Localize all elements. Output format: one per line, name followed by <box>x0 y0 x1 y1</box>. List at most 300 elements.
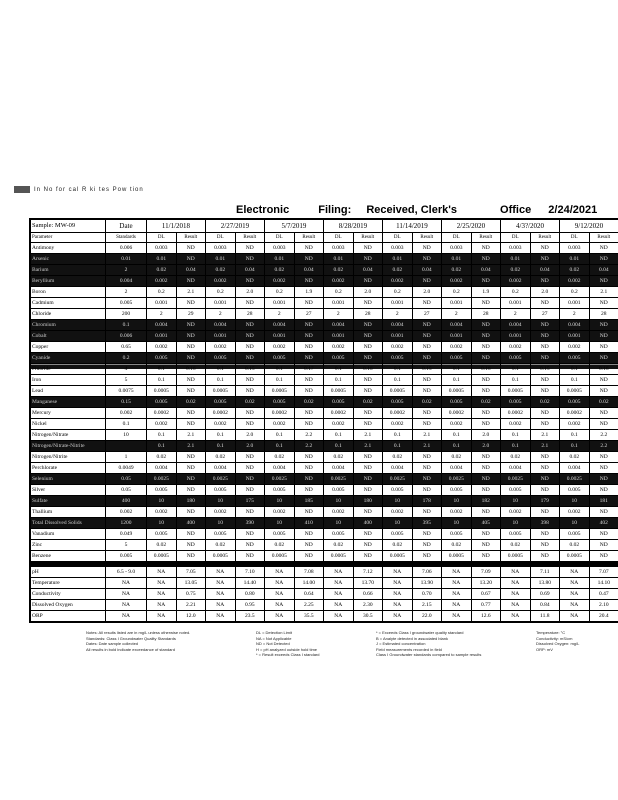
result-value: 2.1 <box>412 430 442 441</box>
dl-value: NA <box>560 567 590 578</box>
dl-value: NA <box>324 611 354 622</box>
note-line: J = Estimated concentration <box>376 641 426 646</box>
result-value: ND <box>530 353 560 364</box>
dl-value: NA <box>206 600 236 611</box>
dl-value: 0.002 <box>501 276 531 287</box>
parameter-name: pH <box>31 567 106 578</box>
result-value: ND <box>412 529 442 540</box>
dl-value: 10 <box>324 496 354 507</box>
result-value: ND <box>412 254 442 265</box>
result-value: 7.06 <box>412 567 442 578</box>
table-row <box>31 589 618 600</box>
dl-value: 0.005 <box>501 353 531 364</box>
result-value: ND <box>294 386 324 397</box>
dl-value: NA <box>206 589 236 600</box>
result-value: ND <box>353 320 383 331</box>
dl-value: 0.02 <box>383 265 413 276</box>
dl-value: 0.02 <box>383 452 413 463</box>
dl-value: 0.001 <box>560 331 590 342</box>
result-value: ND <box>353 419 383 430</box>
dl-value: 0.02 <box>560 265 590 276</box>
dl-value: NA <box>560 578 590 589</box>
dl-value: NA <box>265 589 295 600</box>
result-value: ND <box>235 419 265 430</box>
dl-value: NA <box>560 611 590 622</box>
parameter-name: Copper <box>31 342 106 353</box>
date-header: 5/7/2019 <box>265 220 324 233</box>
note-line: DL = Detection Limit <box>256 630 292 635</box>
result-value: ND <box>412 353 442 364</box>
dl-value: 0.005 <box>501 529 531 540</box>
result-value: ND <box>589 298 618 309</box>
result-value: ND <box>589 474 618 485</box>
dl-value: 0.001 <box>560 298 590 309</box>
result-value: ND <box>176 276 206 287</box>
standard-value: 0.05 <box>106 474 147 485</box>
dl-value: 10 <box>383 518 413 529</box>
result-value: ND <box>412 331 442 342</box>
result-value: ND <box>589 375 618 386</box>
note-line: H = pH analyzed outside hold time <box>256 646 318 652</box>
sample-label: Sample: MW-09 <box>31 220 106 233</box>
result-value: 28 <box>471 309 501 320</box>
result-value: ND <box>412 463 442 474</box>
parameter-name: Beryllium <box>31 276 106 287</box>
dl-value: 0.002 <box>147 507 177 518</box>
dl-value: NA <box>442 567 472 578</box>
notes-column <box>86 630 190 652</box>
result-value: ND <box>530 540 560 551</box>
note-line: Conductivity: mS/cm <box>536 635 573 641</box>
parameter-name: Antimony <box>31 243 106 254</box>
result-value: ND <box>530 452 560 463</box>
note-line: Dates: Date sample collected <box>86 641 139 646</box>
dl-value: 0.0005 <box>147 386 177 397</box>
dl-value: NA <box>442 589 472 600</box>
result-value: ND <box>530 474 560 485</box>
result-header: Result <box>294 233 324 243</box>
result-value: 2.1 <box>353 430 383 441</box>
stamp-date: 2/24/2021 <box>548 204 598 216</box>
result-value: ND <box>235 375 265 386</box>
result-header: Result <box>412 233 442 243</box>
parameter-name: Barium <box>31 265 106 276</box>
dl-value: 0.1 <box>206 375 236 386</box>
note-line: Temperature: °C <box>536 630 566 635</box>
dl-value: 0.0025 <box>560 474 590 485</box>
result-value: 0.67 <box>471 589 501 600</box>
result-value: ND <box>589 452 618 463</box>
dl-value: 0.02 <box>442 452 472 463</box>
notes-column <box>256 630 319 658</box>
result-value: ND <box>471 386 501 397</box>
result-value: ND <box>294 353 324 364</box>
result-value: ND <box>471 507 501 518</box>
result-value: 7.12 <box>353 567 383 578</box>
dl-value: 0.1 <box>324 364 354 375</box>
result-value: ND <box>235 474 265 485</box>
result-value: ND <box>589 353 618 364</box>
dl-value: 0.1 <box>265 364 295 375</box>
result-value: 2.1 <box>530 430 560 441</box>
dl-value: 0.002 <box>560 342 590 353</box>
table-row <box>31 529 618 540</box>
standard-value: NA <box>106 578 147 589</box>
result-value: ND <box>589 243 618 254</box>
result-value: 0.77 <box>471 600 501 611</box>
dl-value: 2 <box>206 309 236 320</box>
result-value: ND <box>412 474 442 485</box>
dl-value: 2 <box>324 309 354 320</box>
result-value: ND <box>235 529 265 540</box>
result-value: 2.1 <box>412 441 442 452</box>
result-value: ND <box>589 485 618 496</box>
result-value: ND <box>176 507 206 518</box>
table-row <box>31 452 618 463</box>
dl-value: 0.1 <box>265 441 295 452</box>
result-value: 23.5 <box>235 611 265 622</box>
dl-value: 0.005 <box>206 529 236 540</box>
dl-value: 0.0025 <box>147 474 177 485</box>
result-value: 2.2 <box>589 430 618 441</box>
result-value: ND <box>353 375 383 386</box>
dl-value: 0.2 <box>560 287 590 298</box>
date-header: 11/14/2019 <box>383 220 442 233</box>
stamp-filing: Filing: <box>318 204 352 216</box>
result-value: ND <box>412 551 442 562</box>
parameter-name: Benzene <box>31 551 106 562</box>
dl-value: 10 <box>265 496 295 507</box>
dl-value: 0.02 <box>501 265 531 276</box>
parameter-name: Selenium <box>31 474 106 485</box>
dl-value: 0.002 <box>560 276 590 287</box>
dl-value: 0.002 <box>560 507 590 518</box>
dl-value: 0.02 <box>206 265 236 276</box>
table-row <box>31 408 618 419</box>
dl-value: 0.0025 <box>442 474 472 485</box>
result-value: ND <box>176 540 206 551</box>
result-value: 0.04 <box>294 265 324 276</box>
dl-value: 0.005 <box>501 485 531 496</box>
dl-value: 10 <box>147 496 177 507</box>
dl-value: 0.02 <box>501 540 531 551</box>
result-value: 2.1 <box>176 287 206 298</box>
dl-value: 0.002 <box>147 342 177 353</box>
result-value: 20.4 <box>589 611 618 622</box>
result-header: Result <box>530 233 560 243</box>
dl-value: 0.002 <box>147 419 177 430</box>
parameter-name: Conductivity <box>31 589 106 600</box>
result-value: ND <box>471 276 501 287</box>
parameter-name: Nitrogen/Nitrite <box>31 452 106 463</box>
dl-value: 2 <box>265 309 295 320</box>
table-row <box>31 507 618 518</box>
result-value: ND <box>530 243 560 254</box>
standard-value: 5 <box>106 375 147 386</box>
dl-value: NA <box>501 589 531 600</box>
standard-value: 4 <box>106 364 147 375</box>
dl-value: 0.2 <box>442 287 472 298</box>
result-value: ND <box>412 408 442 419</box>
dl-value: 0.004 <box>324 463 354 474</box>
dl-value: 0.003 <box>442 243 472 254</box>
result-value: 180 <box>353 496 383 507</box>
result-value: ND <box>471 353 501 364</box>
parameter-name: Total Dissolved Solids <box>31 518 106 529</box>
result-value: ND <box>530 298 560 309</box>
dl-value: 2 <box>501 309 531 320</box>
dl-value: 0.005 <box>265 485 295 496</box>
result-value: ND <box>412 419 442 430</box>
parameter-name: Cadmium <box>31 298 106 309</box>
dl-value: NA <box>206 578 236 589</box>
result-value: ND <box>589 540 618 551</box>
dl-value: NA <box>442 578 472 589</box>
dl-header: DL <box>147 233 177 243</box>
result-value: ND <box>176 254 206 265</box>
result-value: 2.1 <box>353 441 383 452</box>
dl-value: 0.0005 <box>383 386 413 397</box>
result-value: 2.0 <box>471 430 501 441</box>
result-value: ND <box>530 485 560 496</box>
result-value: 2.0 <box>235 441 265 452</box>
notes-column <box>376 630 481 658</box>
dl-value: 0.005 <box>383 485 413 496</box>
result-value: ND <box>353 474 383 485</box>
dl-value: 0.1 <box>206 364 236 375</box>
standard-value: 6.5 - 9.0 <box>106 567 147 578</box>
result-value: 13.05 <box>176 578 206 589</box>
standard-value: 1 <box>106 452 147 463</box>
dl-value: 10 <box>206 496 236 507</box>
result-value: ND <box>235 254 265 265</box>
result-value: ND <box>530 507 560 518</box>
parameter-header: Parameter <box>31 233 106 243</box>
dl-value: 0.004 <box>560 463 590 474</box>
table-row <box>31 386 618 397</box>
result-value: 2.25 <box>294 600 324 611</box>
dl-value: 0.005 <box>324 485 354 496</box>
table-row <box>31 342 618 353</box>
parameter-name: Silver <box>31 485 106 496</box>
dl-value: 0.002 <box>442 507 472 518</box>
parameter-name: Thallium <box>31 507 106 518</box>
result-value: 2.2 <box>589 441 618 452</box>
dl-value: 0.01 <box>206 254 236 265</box>
dl-value: 10 <box>560 496 590 507</box>
result-value: ND <box>530 276 560 287</box>
result-value: 179 <box>530 496 560 507</box>
dl-value: 10 <box>442 496 472 507</box>
dl-value: 2 <box>147 309 177 320</box>
result-value: 178 <box>412 496 442 507</box>
dl-value: 0.02 <box>265 265 295 276</box>
standard-value: 0.0049 <box>106 463 147 474</box>
dl-value: 0.005 <box>206 397 236 408</box>
result-value: 0.02 <box>176 397 206 408</box>
result-value: ND <box>589 419 618 430</box>
dl-value: 0.1 <box>265 375 295 386</box>
result-value: ND <box>353 551 383 562</box>
result-value: 395 <box>412 518 442 529</box>
dl-value: 0.1 <box>383 375 413 386</box>
dl-value: 0.1 <box>560 364 590 375</box>
dl-value: 0.002 <box>206 342 236 353</box>
result-value: ND <box>471 551 501 562</box>
dl-value: 0.0005 <box>147 551 177 562</box>
result-value: ND <box>294 276 324 287</box>
dl-value: 0.004 <box>383 320 413 331</box>
result-value: 2.2 <box>294 441 324 452</box>
result-value: ND <box>235 298 265 309</box>
dl-value: 0.004 <box>206 463 236 474</box>
result-value: ND <box>294 342 324 353</box>
result-value: ND <box>235 331 265 342</box>
dl-value: 10 <box>560 518 590 529</box>
dl-value: 0.0025 <box>265 474 295 485</box>
parameter-name: Arsenic <box>31 254 106 265</box>
dl-value: 0.1 <box>265 430 295 441</box>
result-value: ND <box>530 463 560 474</box>
dl-value: 0.0025 <box>324 474 354 485</box>
result-value: ND <box>589 551 618 562</box>
dl-value: 0.002 <box>442 419 472 430</box>
dl-value: 0.005 <box>147 485 177 496</box>
table-row <box>31 419 618 430</box>
dl-value: 0.01 <box>501 254 531 265</box>
result-header: Result <box>471 233 501 243</box>
dl-value: 0.002 <box>442 276 472 287</box>
dl-value: 0.004 <box>442 320 472 331</box>
dl-value: 0.002 <box>324 419 354 430</box>
dl-value: 0.1 <box>442 364 472 375</box>
standard-value: 0.2 <box>106 353 147 364</box>
date-header: 11/1/2018 <box>147 220 206 233</box>
parameter-name: ORP <box>31 611 106 622</box>
dl-value: 0.004 <box>265 320 295 331</box>
dl-value: 0.02 <box>383 540 413 551</box>
result-value: ND <box>294 529 324 540</box>
standard-value: 2 <box>106 265 147 276</box>
result-value: ND <box>471 485 501 496</box>
stamp-received: Received, Clerk's <box>366 204 457 216</box>
dl-value: 0.001 <box>265 331 295 342</box>
result-value: 0.17 <box>294 364 324 375</box>
note-line: All results in bold indicate exceedance of standard <box>86 646 175 652</box>
result-value: 182 <box>471 496 501 507</box>
dl-value: 0.001 <box>206 298 236 309</box>
parameter-name: Sulfate <box>31 496 106 507</box>
result-value: ND <box>294 540 324 551</box>
dl-value: 0.005 <box>147 353 177 364</box>
dl-value: 0.003 <box>324 243 354 254</box>
dl-value: 0.002 <box>383 342 413 353</box>
dl-value: 0.005 <box>442 485 472 496</box>
result-value: 13.90 <box>412 578 442 589</box>
result-value: ND <box>589 254 618 265</box>
result-value: ND <box>176 485 206 496</box>
dl-value: 0.004 <box>442 463 472 474</box>
result-value: 2.2 <box>294 430 324 441</box>
result-value: ND <box>353 485 383 496</box>
result-value: 27 <box>412 309 442 320</box>
table-subheader-row <box>31 233 618 243</box>
dl-value: 0.0025 <box>501 474 531 485</box>
result-value: ND <box>412 320 442 331</box>
result-value: 0.15 <box>235 364 265 375</box>
dl-value: 0.02 <box>501 452 531 463</box>
table-row <box>31 463 618 474</box>
result-value: ND <box>589 408 618 419</box>
dl-value: NA <box>147 567 177 578</box>
dl-value: NA <box>324 578 354 589</box>
dl-value: 0.01 <box>265 254 295 265</box>
dl-value: 0.0005 <box>206 386 236 397</box>
dl-header: DL <box>501 233 531 243</box>
dl-value: 0.02 <box>560 540 590 551</box>
dl-value: 0.005 <box>147 529 177 540</box>
result-value: 0.04 <box>353 265 383 276</box>
table-header-row <box>31 220 618 233</box>
dl-value: 0.01 <box>324 254 354 265</box>
result-value: 2.0 <box>471 441 501 452</box>
result-value: ND <box>353 386 383 397</box>
dl-value: NA <box>324 600 354 611</box>
standard-value: 0.0075 <box>106 386 147 397</box>
result-value: ND <box>176 243 206 254</box>
standard-value: 400 <box>106 496 147 507</box>
result-value: ND <box>353 331 383 342</box>
result-value: 7.11 <box>530 567 560 578</box>
dl-value: 0.004 <box>147 320 177 331</box>
dl-value: 0.02 <box>560 452 590 463</box>
result-value: 0.16 <box>589 364 618 375</box>
dl-value: 0.2 <box>206 287 236 298</box>
result-value: 12.0 <box>176 611 206 622</box>
result-value: ND <box>235 452 265 463</box>
dl-value: 10 <box>442 518 472 529</box>
table-row <box>31 375 618 386</box>
dl-value: 0.02 <box>324 540 354 551</box>
dl-value: 0.02 <box>147 452 177 463</box>
dl-value: NA <box>147 600 177 611</box>
dl-header: DL <box>442 233 472 243</box>
dl-value: 0.02 <box>442 540 472 551</box>
date-header: 2/25/2020 <box>442 220 501 233</box>
result-value: ND <box>471 320 501 331</box>
dl-value: 0.005 <box>560 353 590 364</box>
result-value: 402 <box>589 518 618 529</box>
result-value: ND <box>412 342 442 353</box>
dl-value: 0.004 <box>147 463 177 474</box>
dl-value: 0.001 <box>383 298 413 309</box>
dl-value: 0.004 <box>383 463 413 474</box>
result-value: 0.02 <box>235 397 265 408</box>
dl-value: 0.1 <box>560 441 590 452</box>
dl-value: 0.02 <box>265 452 295 463</box>
dl-header: DL <box>206 233 236 243</box>
dl-value: 0.001 <box>206 331 236 342</box>
note-line: * = Exceeds Class I groundwater quality standard <box>376 630 464 635</box>
parameter-name: Boron <box>31 287 106 298</box>
result-value: ND <box>530 419 560 430</box>
result-value: 22.0 <box>412 611 442 622</box>
result-value: 0.16 <box>176 364 206 375</box>
table-row <box>31 287 618 298</box>
result-value: ND <box>353 529 383 540</box>
standard-value <box>106 441 147 452</box>
parameter-name: Nitrogen/Nitrate-Nitrite <box>31 441 106 452</box>
